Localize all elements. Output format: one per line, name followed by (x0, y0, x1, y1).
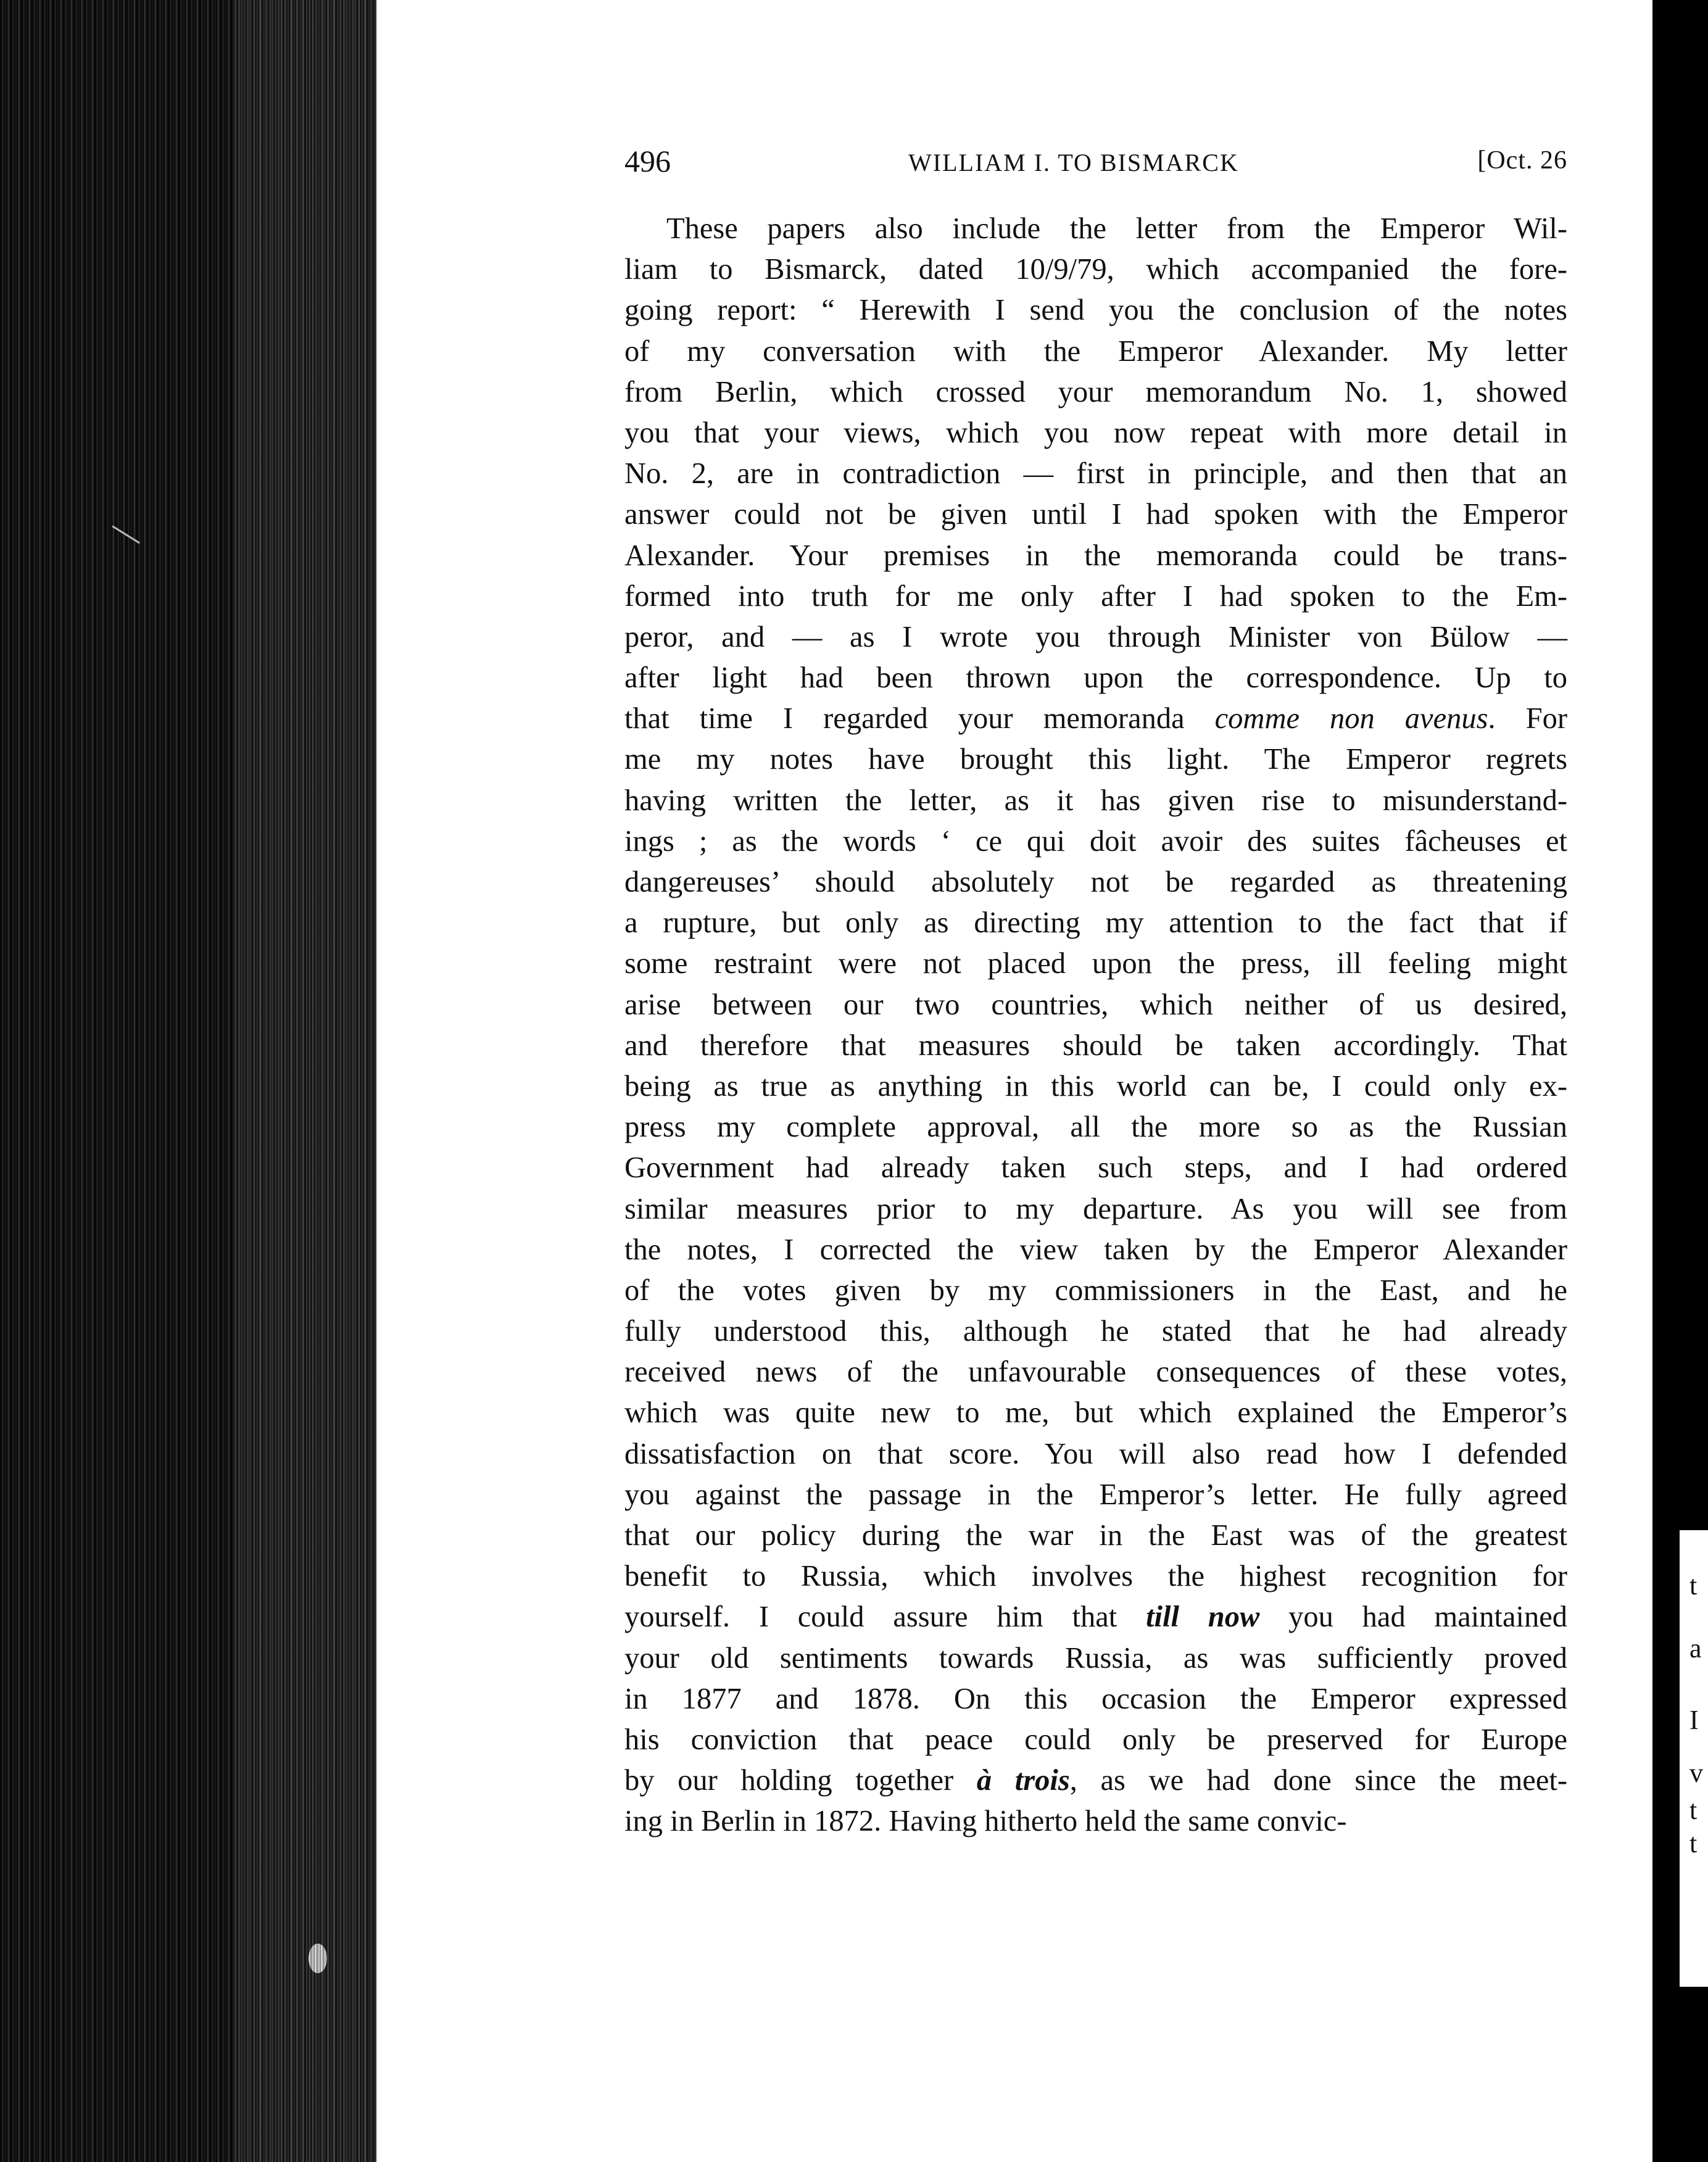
edge-blemish (309, 1944, 327, 1973)
text-line: and therefore that measures should be taken accordingly. That (624, 1029, 1567, 1062)
date-mark: [Oct. 26 (1477, 146, 1567, 175)
text-line: arise between our two countries, which neither of us desired, (624, 988, 1567, 1021)
page-number: 496 (624, 144, 671, 178)
text-line: in 1877 and 1878. On this occasion the Emperor expressed (624, 1682, 1567, 1715)
text-line: after light had been thrown upon the correspondence. Up to (624, 661, 1567, 695)
running-header (624, 143, 1567, 186)
text-line: from Berlin, which crossed your memorandum No. 1, showed (624, 375, 1567, 408)
text-line: being as true as anything in this world can be, I could only ex- (624, 1069, 1567, 1103)
running-title: WILLIAM I. TO BISMARCK (908, 149, 1239, 176)
text-line: ings ; as the words ‘ ce qui doit avoir des suites fâcheuses et (624, 824, 1567, 858)
text-line: ing in Berlin in 1872. Having hitherto held the same convic- (624, 1805, 1347, 1838)
text-line: liam to Bismarck, dated 10/9/79, which accompanied the fore- (624, 253, 1567, 286)
text-line: you against the passage in the Emperor’s letter. He fully agreed (624, 1478, 1567, 1511)
text-line: me my notes have brought this light. The Emperor regrets (624, 743, 1567, 776)
text-line: These papers also include the letter from the Emperor Wil- (666, 212, 1567, 245)
text-line: having written the letter, as it has given rise to misunderstand- (624, 784, 1567, 817)
text-line: that our policy during the war in the East was of the greatest (624, 1519, 1567, 1552)
margin-fragment: t (1689, 1570, 1698, 1601)
text-line: formed into truth for me only after I had spoken to the Em- (624, 579, 1567, 613)
text-line: received news of the unfavourable consequences of these votes, (624, 1356, 1567, 1389)
margin-fragment: v (1689, 1758, 1703, 1788)
text-line: dangereuses’ should absolutely not be regarded as threatening (624, 866, 1567, 898)
text-line: some restraint were not placed upon the press, ill feeling might (624, 947, 1567, 980)
text-line: press my complete approval, all the more so as the Russian (624, 1111, 1567, 1144)
margin-fragment: I (1689, 1705, 1699, 1735)
text-line: Alexander. Your premises in the memoranda could be trans- (624, 539, 1567, 572)
margin-fragment: t (1689, 1828, 1698, 1858)
text-line: fully understood this, although he stated that he had already (624, 1315, 1567, 1348)
text-line: by our holding together à trois, as we had done since the meet- (624, 1764, 1567, 1797)
adjacent-page-edge (1652, 0, 1708, 2162)
text-line: dissatisfaction on that score. You will also read how I defended (624, 1437, 1567, 1470)
text-line: yourself. I could assure him that till now you had maintained (624, 1601, 1567, 1634)
text-line: Government had already taken such steps, and I had ordered (624, 1151, 1567, 1185)
edge-scratch (99, 525, 140, 563)
text-line: No. 2, are in contradiction — first in principle, and then that an (624, 457, 1567, 491)
text-line: you that your views, which you now repeat with more detail in (624, 416, 1567, 449)
text-line: your old sentiments towards Russia, as was sufficiently proved (624, 1641, 1567, 1675)
text-line: his conviction that peace could only be preserved for Europe (624, 1723, 1567, 1756)
text-line: answer could not be given until I had spoken with the Emperor (624, 498, 1567, 531)
margin-fragment: t (1689, 1795, 1698, 1825)
text-line: going report: “ Herewith I send you the conclusion of the notes (624, 294, 1567, 327)
text-line: peror, and — as I wrote you through Minister von Bülow — (624, 620, 1567, 653)
text-line: the notes, I corrected the view taken by the Emperor Alexander (624, 1233, 1567, 1266)
text-line: benefit to Russia, which involves the highest recognition for (624, 1560, 1567, 1593)
text-line: of the votes given by my commissioners in the East, and he (624, 1274, 1567, 1307)
text-line: a rupture, but only as directing my attention to the fact that if (624, 906, 1567, 940)
book-fore-edge (0, 0, 376, 2162)
text-line: that time I regarded your memoranda comme non avenus. For (624, 702, 1568, 735)
text-line: similar measures prior to my departure. As you will see from (624, 1192, 1567, 1225)
text-line: which was quite new to me, but which explained the Emperor’s (624, 1396, 1567, 1430)
text-line: of my conversation with the Emperor Alexander. My letter (624, 334, 1567, 368)
body-text (624, 209, 1567, 1842)
margin-fragment: a (1689, 1633, 1702, 1663)
